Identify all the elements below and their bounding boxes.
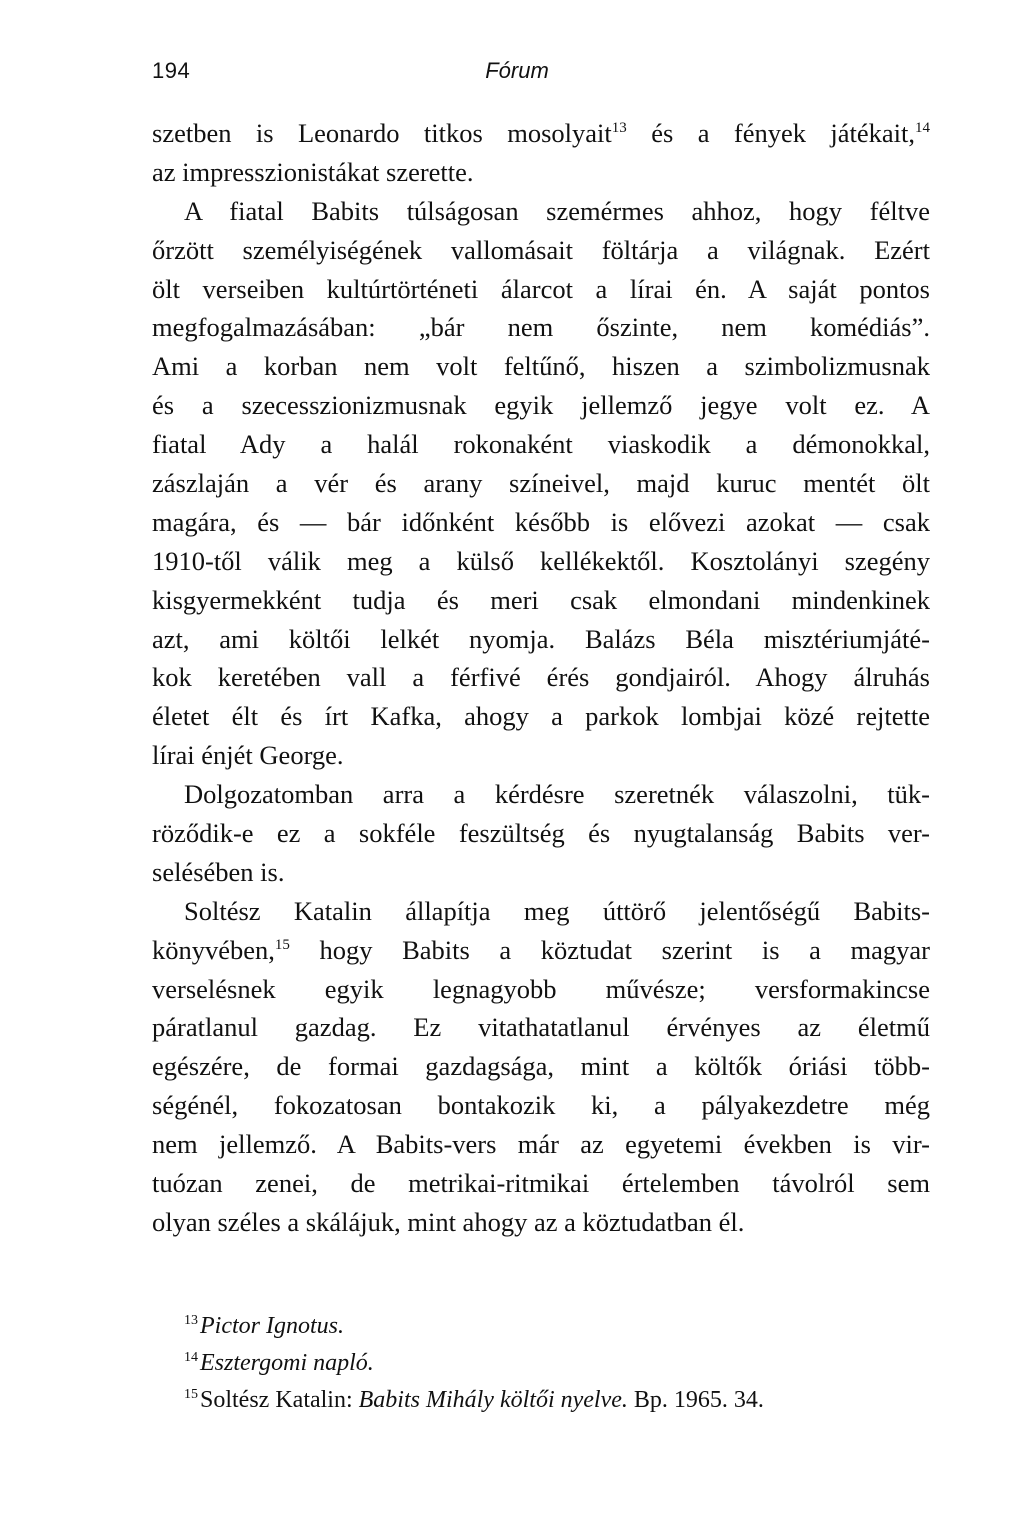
footnote-title: Pictor Ignotus.	[200, 1313, 344, 1339]
running-title: Fórum	[485, 58, 549, 83]
text-line: kok keretében vall a férfivé érés gondjairól. Ahogy álruhás	[152, 662, 930, 693]
text-line: röződik-e ez a sokféle feszültség és nyugtalanság Babits ver-	[152, 818, 930, 849]
footnote-title: Babits Mihály költői nyelve.	[358, 1387, 628, 1413]
text-line: őrzött személyiségének vallomásait föltárja a világnak. Ezért	[152, 234, 930, 265]
text-line: magára, és — bár időnként később is elővezi azokat — csak	[152, 506, 930, 537]
text-line: életet élt és írt Kafka, ahogy a parkok lombjai közé rejtette	[152, 701, 930, 732]
footnote-13	[184, 1308, 924, 1345]
text-line: szetben is Leonardo titkos mosolyait$^{13}$ és a fények játékait,$^{14}$	[152, 118, 930, 148]
footnote-author: Soltész Katalin:	[200, 1387, 359, 1413]
text-line: megfogalmazásában: „bár nem őszinte, nem komédiás”.	[152, 312, 930, 343]
text-line: 1910-től válik meg a külső kellékektől. Kosztolányi szegény	[152, 545, 930, 576]
footnotes	[184, 1308, 924, 1419]
footnote-reference: Bp. 1965. 34.	[627, 1387, 764, 1413]
text-line: az impresszionistákat szerette.	[152, 156, 474, 187]
footnote-ref-14[interactable]: 14	[915, 120, 930, 137]
text-line: ölt verseiben kultúrtörténeti álarcot a lírai én. A saját pontos	[152, 273, 930, 304]
text-line: könyvében,$^{15}$ hogy Babits a köztudat szerint is a magyar	[152, 934, 930, 965]
footnote-number: 14	[184, 1350, 198, 1365]
text-line: zászlaján a vér és arany színeivel, majd kuruc mentét ölt	[152, 468, 930, 499]
text-line: lírai énjét George.	[152, 740, 344, 771]
page-header	[152, 56, 922, 88]
text-line: páratlanul gazdag. Ez vitathatatlanul érvényes az életmű	[152, 1012, 930, 1043]
body-text	[152, 114, 930, 1242]
footnote-14	[184, 1345, 924, 1382]
text-line: egészére, de formai gazdagsága, mint a költők óriási több-	[152, 1051, 930, 1082]
footnote-ref-15[interactable]: 15	[274, 936, 290, 953]
footnote-number: 13	[184, 1313, 198, 1328]
text-line: azt, ami költői lelkét nyomja. Balázs Béla misztériumjáté-	[152, 623, 930, 654]
footnote-number: 15	[184, 1387, 198, 1402]
text-line: tuózan zenei, de metrikai-ritmikai értelemben távolról sem	[152, 1168, 930, 1199]
text-line: Ami a korban nem volt feltűnő, hiszen a szimbolizmusnak	[152, 351, 930, 382]
text-line: fiatal Ady a halál rokonaként viaskodik a démonokkal,	[152, 429, 930, 460]
text-line: selésében is.	[152, 856, 285, 887]
text-line: A fiatal Babits túlságosan szemérmes ahhoz, hogy féltve	[184, 195, 930, 226]
text-line: kisgyermekként tudja és meri csak elmondani mindenkinek	[152, 584, 930, 615]
text-line: Dolgozatomban arra a kérdésre szeretnék válaszolni, tük-	[184, 779, 930, 810]
text-line: ségénél, fokozatosan bontakozik ki, a pályakezdetre még	[152, 1090, 930, 1121]
text-line: olyan széles a skálájuk, mint ahogy az a köztudatban él.	[152, 1206, 745, 1237]
text-line: Soltész Katalin állapítja meg úttörő jelentőségű Babits-	[184, 895, 930, 926]
footnote-15	[184, 1382, 924, 1419]
page-number: 194	[152, 58, 191, 83]
footnote-title: Esztergomi napló.	[200, 1350, 374, 1376]
footnote-ref-13[interactable]: 13	[611, 120, 627, 137]
text-line: és a szecesszionizmusnak egyik jellemző jegye volt ez. A	[152, 390, 930, 421]
text-line: verselésnek egyik legnagyobb művésze; versformakincse	[152, 973, 930, 1004]
text-line: nem jellemző. A Babits-vers már az egyetemi években is vir-	[152, 1129, 930, 1160]
